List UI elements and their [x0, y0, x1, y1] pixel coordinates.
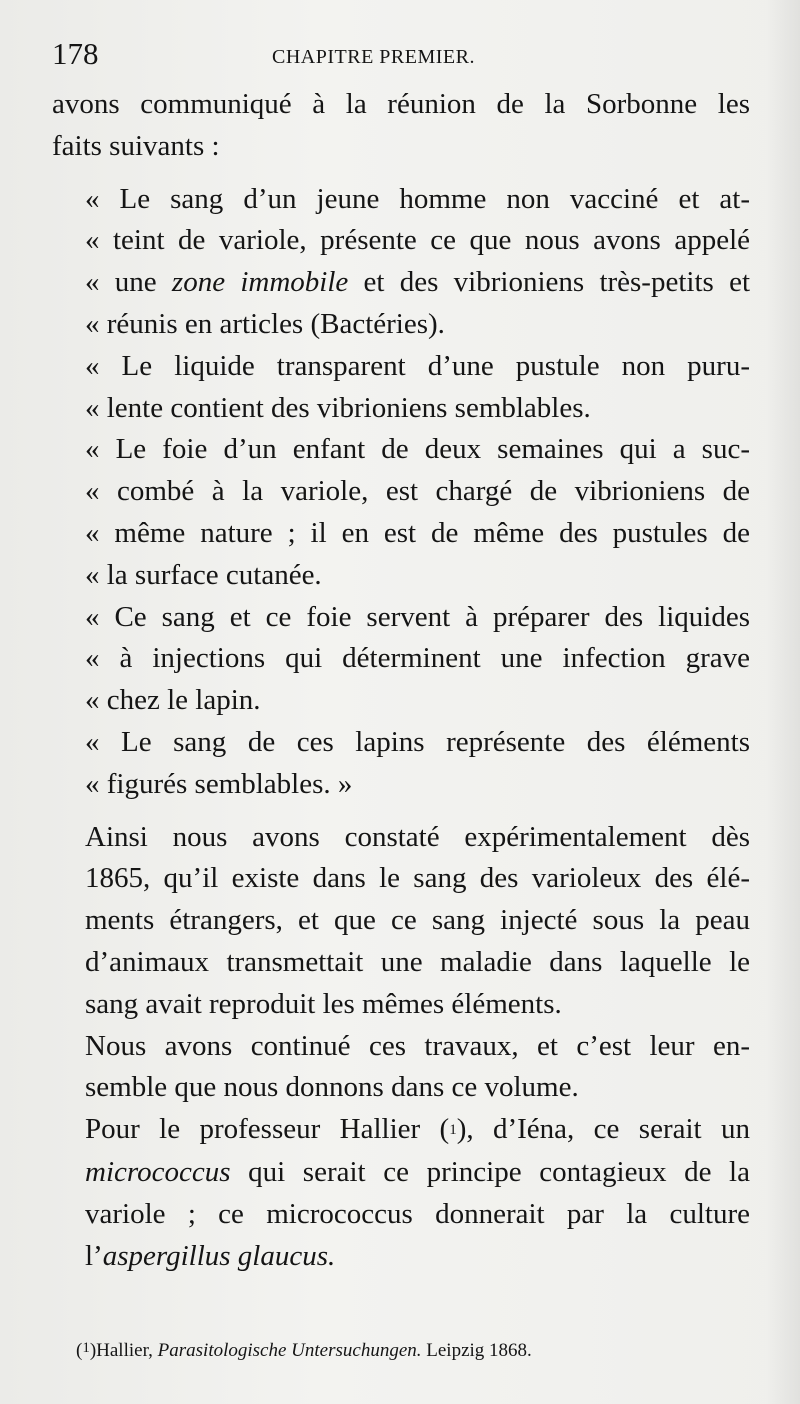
text-line: « la surface cutanée.	[85, 558, 322, 591]
text-line: « Le foie d’un enfant de deux semaines qui a suc-	[85, 433, 750, 466]
page-header	[52, 36, 750, 76]
quote-paragraph-5	[52, 722, 750, 806]
text-line: « Le sang d’un jeune homme non vacciné et at-	[85, 182, 750, 215]
text-line: faits suivants :	[52, 129, 220, 162]
text-line: sang avait reproduit les mêmes éléments.	[85, 987, 562, 1020]
quote-paragraph-2	[52, 346, 750, 430]
page-number: 178	[52, 36, 99, 71]
text-line: « chez le lapin.	[85, 684, 261, 717]
text-line: ments étrangers, et que ce sang injecté sous la peau	[85, 904, 750, 937]
footnote-rest: Leipzig 1868.	[421, 1340, 532, 1361]
text-line: « combé à la variole, est chargé de vibrioniens de	[85, 475, 750, 508]
text-line	[52, 262, 750, 304]
text-line: « Le sang de ces lapins représente des éléments	[85, 725, 750, 758]
text-line: semble que nous donnons dans ce volume.	[85, 1071, 579, 1104]
text-line: « à injections qui déterminent une infection grave	[85, 642, 750, 675]
text-line: « Le liquide transparent d’une pustule non puru-	[85, 349, 750, 382]
footnote-title: Parasitologische Untersuchungen.	[157, 1340, 422, 1361]
text-run: « une	[85, 266, 172, 299]
text-line	[52, 1152, 750, 1194]
text-run: l’	[85, 1239, 103, 1272]
text-line: Nous avons continué ces travaux, et c’est leur en-	[85, 1029, 750, 1062]
body-text	[52, 84, 750, 1277]
paragraph-intro	[52, 84, 750, 168]
text-line: « réunis en articles (Bactéries).	[85, 307, 445, 340]
text-line: variole ; ce micrococcus donnerait par la culture	[85, 1197, 750, 1230]
quote-paragraph-1	[52, 179, 750, 346]
text-line: « figurés semblables. »	[85, 767, 353, 800]
italic-term: zone immobile	[171, 266, 349, 299]
footnote-author: Hallier,	[96, 1340, 158, 1361]
quote-paragraph-3	[52, 429, 750, 596]
text-line: avons communiqué à la réunion de la Sorbonne les	[52, 88, 750, 120]
text-line: 1865, qu’il existe dans le sang des varioleux des élé-	[85, 862, 750, 895]
text-run: ), d’Iéna, ce serait un	[456, 1113, 750, 1146]
text-line: « teint de variole, présente ce que nous avons appelé	[85, 224, 750, 257]
page-edge-shadow	[766, 0, 800, 1404]
text-line: Ainsi nous avons constaté expérimentalement dès	[85, 820, 750, 853]
italic-term: micrococcus	[85, 1155, 231, 1188]
text-run: Pour le professeur Hallier (	[85, 1113, 450, 1146]
quote-paragraph-4	[52, 597, 750, 722]
text-line: « Ce sang et ce foie servent à préparer des liquides	[85, 600, 750, 633]
text-line: d’animaux transmettait une maladie dans laquelle le	[85, 945, 750, 978]
footnote-mark: 1	[82, 1340, 90, 1356]
footnote-reference: 1	[449, 1122, 457, 1139]
paragraph-hallier	[52, 1109, 750, 1277]
text-line	[52, 1109, 750, 1152]
text-line: « même nature ; il en est de même des pustules de	[85, 516, 750, 549]
italic-term: aspergillus glaucus.	[102, 1239, 336, 1272]
running-head: CHAPITRE PREMIER.	[272, 46, 475, 68]
text-run: qui serait ce principe contagieux de la	[230, 1155, 750, 1188]
footnote: ($^1$)Hallier, Parasitologische Untersuchungen. Leipzig 1868.	[76, 1340, 532, 1361]
text-run: et des vibrioniens très-petits et	[348, 266, 750, 299]
paragraph-continuation	[52, 1026, 750, 1110]
text-line: « lente contient des vibrioniens semblables.	[85, 391, 591, 424]
paragraph-conclusion	[52, 817, 750, 1026]
text-line	[52, 1236, 750, 1278]
